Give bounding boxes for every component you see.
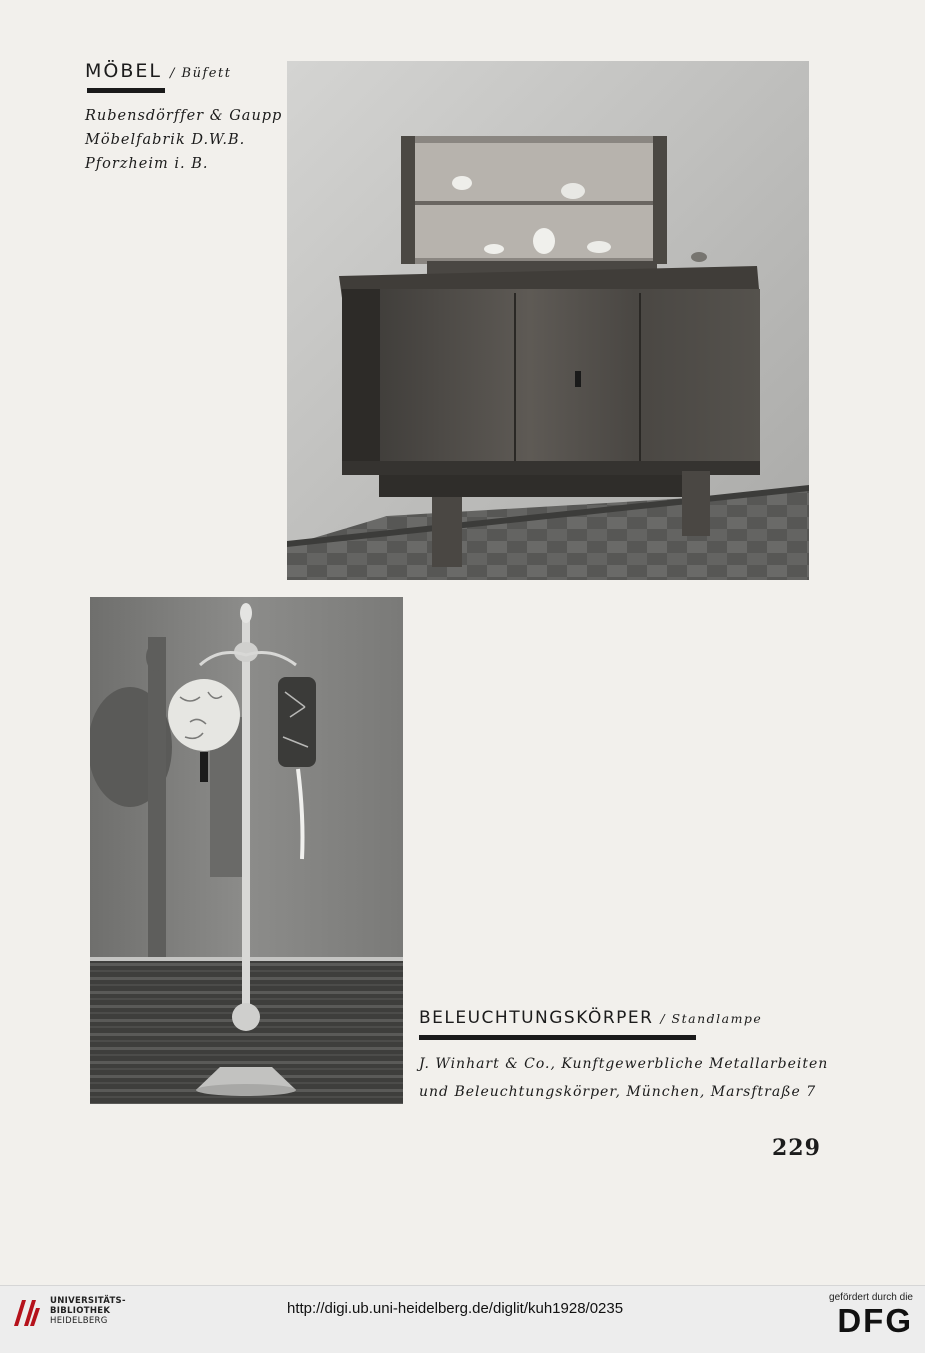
dfg-logo-text: DFG xyxy=(837,1302,913,1339)
caption-furniture-subheading: / Büfett xyxy=(170,66,232,81)
caption-lighting xyxy=(419,1008,828,1106)
sideboard-photo xyxy=(287,61,809,580)
university-library-logo[interactable] xyxy=(10,1296,126,1330)
digitization-footer xyxy=(0,1285,925,1353)
caption-lighting-line: J. Winhart & Co., Kunftgewerbliche Metallarbeiten xyxy=(419,1056,829,1072)
caption-lighting-line: und Beleuchtungskörper, München, Marsftraße 7 xyxy=(419,1084,817,1100)
page-number: 229 xyxy=(772,1135,821,1161)
library-name: UNIVERSITÄTS- BIBLIOTHEK HEIDELBERG xyxy=(50,1296,126,1326)
floor-lamp-photo xyxy=(90,597,403,1104)
funding-label: gefördert durch die xyxy=(829,1292,913,1303)
caption-furniture-line: Möbelfabrik D.W.B. xyxy=(85,132,246,148)
caption-furniture-heading: MÖBEL / Büfett xyxy=(85,60,232,82)
library-emblem-icon xyxy=(10,1296,44,1330)
permalink-url[interactable]: http://digi.ub.uni-heidelberg.de/diglit/kuh1928/0235 xyxy=(287,1300,624,1317)
caption-furniture-line: Pforzheim i. B. xyxy=(85,156,209,172)
caption-furniture-line: Rubensdörffer & Gaupp xyxy=(85,108,283,124)
caption-rule xyxy=(419,1035,696,1040)
caption-furniture xyxy=(85,60,282,176)
caption-lighting-heading: BELEUCHTUNGSKÖRPER / Standlampe xyxy=(419,1008,763,1028)
caption-rule xyxy=(87,88,165,93)
funder-logo[interactable] xyxy=(829,1292,913,1339)
caption-lighting-subheading: / Standlampe xyxy=(660,1011,763,1026)
